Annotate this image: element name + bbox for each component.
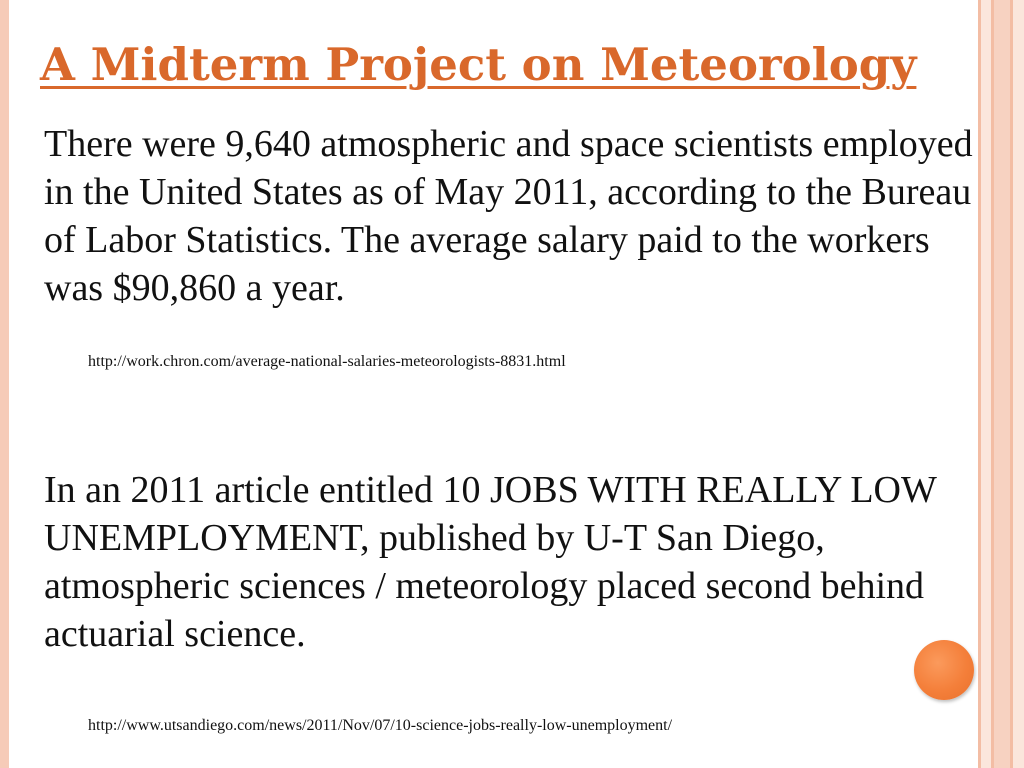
paragraph-employment-statistics: There were 9,640 atmospheric and space scientists employed in the United States as of May 2011, according to the Bureau of Labor Statistics. The average salary paid to the workers was $90,860 a year. [44, 123, 973, 309]
source-link-utsandiego: http://www.utsandiego.com/news/2011/Nov/07/10-science-jobs-really-low-unemployment/ [88, 717, 673, 734]
orange-circle-decoration [914, 640, 974, 700]
left-border-stripe [0, 0, 9, 768]
paragraph-low-unemployment-article: In an 2011 article entitled 10 JOBS WITH REALLY LOW UNEMPLOYMENT, published by U-T San Diego, atmospheric sciences / meteorology placed second behind actuarial science. [44, 469, 937, 655]
source-link-chron: http://work.chron.com/average-national-salaries-meteorologists-8831.html [88, 353, 566, 370]
right-border-stripes [978, 0, 1024, 768]
slide-title: A Midterm Project on Meteorology [40, 38, 917, 91]
